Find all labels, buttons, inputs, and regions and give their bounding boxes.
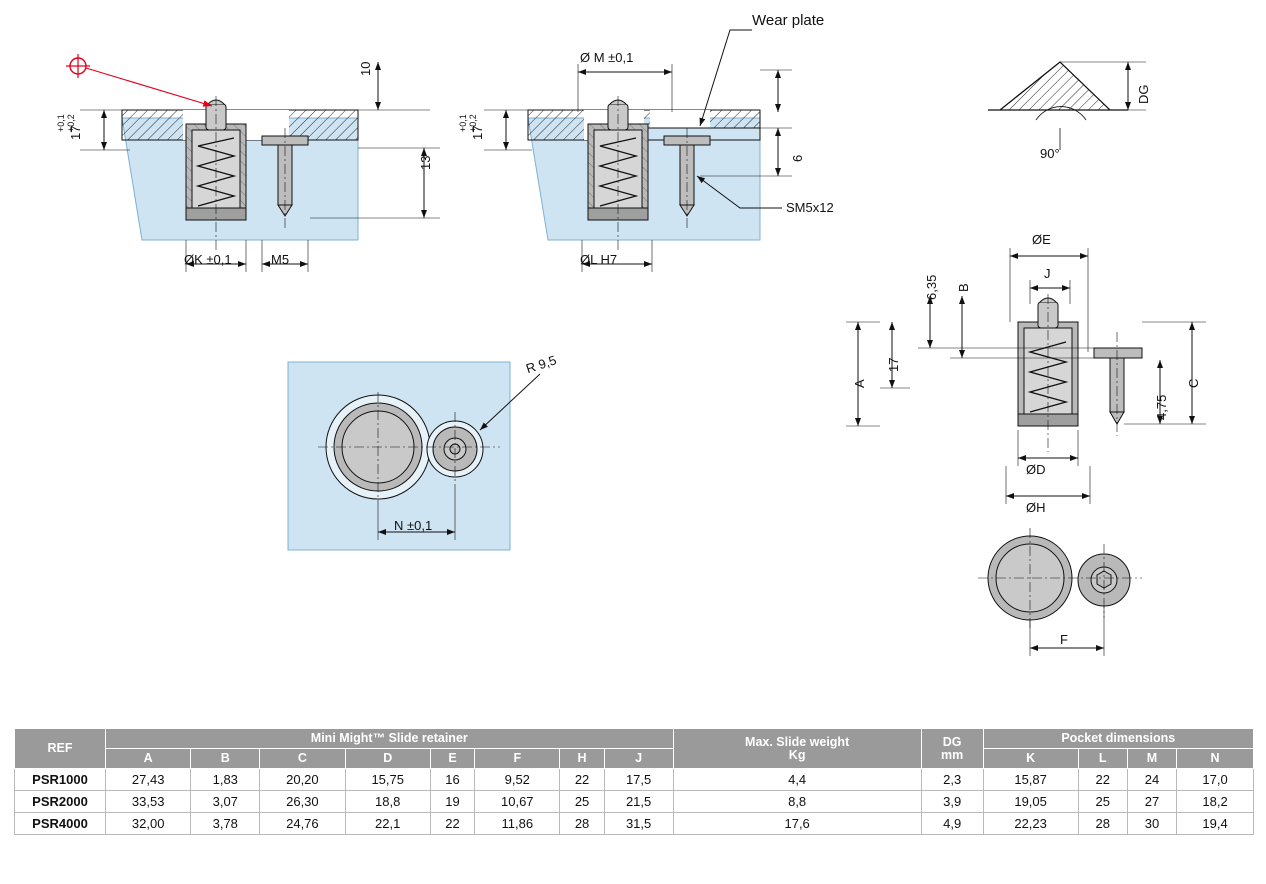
cell-n: 17,0 — [1177, 769, 1254, 791]
cell-weight: 17,6 — [673, 813, 921, 835]
view-vgroove — [988, 62, 1146, 150]
label-dim-17-left: 17 — [68, 125, 83, 140]
cell-c: 24,76 — [260, 813, 345, 835]
cell-h: 22 — [560, 769, 604, 791]
label-dim-B: B — [956, 283, 971, 292]
view-section-mid — [484, 30, 792, 272]
label-dim-C: C — [1186, 378, 1201, 388]
header-dg-line1: DG — [942, 734, 962, 749]
header-col-m: M — [1127, 749, 1176, 769]
table-header-sub-row — [15, 749, 1254, 769]
cell-b: 3,78 — [191, 813, 260, 835]
label-dim-OK: ØK ±0,1 — [184, 252, 232, 267]
label-dim-635: 6,35 — [924, 274, 939, 300]
cell-a: 32,00 — [106, 813, 191, 835]
cell-n: 19,4 — [1177, 813, 1254, 835]
label-dim-J: J — [1044, 266, 1051, 281]
cell-c: 20,20 — [260, 769, 345, 791]
cell-f: 10,67 — [475, 791, 560, 813]
cell-dg: 4,9 — [921, 813, 983, 835]
label-screw-sm5x12: SM5x12 — [786, 200, 834, 215]
header-group-weight — [673, 729, 921, 769]
cell-e: 19 — [430, 791, 474, 813]
cell-weight: 8,8 — [673, 791, 921, 813]
spec-table-wrapper — [14, 728, 1254, 835]
header-col-f: F — [475, 749, 560, 769]
label-tol-plus01-mid: +0,1 — [458, 114, 468, 132]
cell-m: 24 — [1127, 769, 1176, 791]
label-dim-N: N ±0,1 — [394, 518, 433, 533]
cell-j: 31,5 — [604, 813, 673, 835]
label-angle-90: 90° — [1040, 146, 1060, 161]
spec-table — [14, 728, 1254, 835]
cell-k: 19,05 — [983, 791, 1078, 813]
table-row[interactable] — [15, 769, 1254, 791]
label-dim-M5: M5 — [271, 252, 290, 267]
header-group-pocket: Pocket dimensions — [983, 729, 1253, 749]
cell-l: 25 — [1078, 791, 1127, 813]
label-dim-OM: Ø M ±0,1 — [580, 50, 634, 65]
label-dim-475: 4,75 — [1154, 394, 1169, 420]
label-dim-DG: DG — [1136, 84, 1151, 104]
header-col-d: D — [345, 749, 430, 769]
label-dim-OE: ØE — [1032, 232, 1051, 247]
header-dg-line2: mm — [941, 747, 964, 762]
cell-a: 27,43 — [106, 769, 191, 791]
label-tol-plus02-left: +0,2 — [66, 114, 76, 132]
header-col-a: A — [106, 749, 191, 769]
cell-f: 9,52 — [475, 769, 560, 791]
label-wear-plate: Wear plate — [752, 12, 825, 29]
cell-h: 28 — [560, 813, 604, 835]
header-col-l: L — [1078, 749, 1127, 769]
cell-b: 1,83 — [191, 769, 260, 791]
cell-b: 3,07 — [191, 791, 260, 813]
label-dim-10: 10 — [358, 61, 373, 76]
cell-j: 17,5 — [604, 769, 673, 791]
header-col-h: H — [560, 749, 604, 769]
label-dim-17-right: 17 — [886, 357, 901, 372]
label-tol-plus01-left: +0,1 — [56, 114, 66, 132]
header-col-j: J — [604, 749, 673, 769]
cell-ref: PSR1000 — [15, 769, 106, 791]
cell-weight: 4,4 — [673, 769, 921, 791]
label-dim-F: F — [1060, 632, 1068, 647]
header-col-e: E — [430, 749, 474, 769]
label-dim-R95: R 9,5 — [524, 352, 559, 377]
label-dim-13: 13 — [418, 155, 433, 170]
cell-k: 15,87 — [983, 769, 1078, 791]
header-group-dg — [921, 729, 983, 769]
label-dim-OL: ØL H7 — [580, 252, 618, 267]
cell-dg: 3,9 — [921, 791, 983, 813]
cell-n: 18,2 — [1177, 791, 1254, 813]
cell-h: 25 — [560, 791, 604, 813]
label-dim-17-mid: 17 — [470, 125, 485, 140]
cell-l: 28 — [1078, 813, 1127, 835]
header-ref: REF — [15, 729, 106, 769]
cell-e: 22 — [430, 813, 474, 835]
cell-e: 16 — [430, 769, 474, 791]
cell-k: 22,23 — [983, 813, 1078, 835]
cell-d: 22,1 — [345, 813, 430, 835]
header-weight-line1: Max. Slide weight — [745, 734, 850, 749]
cell-l: 22 — [1078, 769, 1127, 791]
cell-d: 18,8 — [345, 791, 430, 813]
cell-d: 15,75 — [345, 769, 430, 791]
table-row[interactable] — [15, 813, 1254, 835]
header-col-k: K — [983, 749, 1078, 769]
header-col-n: N — [1177, 749, 1254, 769]
label-dim-A: A — [852, 379, 867, 388]
table-row[interactable] — [15, 791, 1254, 813]
header-col-c: C — [260, 749, 345, 769]
cell-a: 33,53 — [106, 791, 191, 813]
label-dim-OH: ØH — [1026, 500, 1046, 515]
label-tol-plus02-mid: +0,2 — [468, 114, 478, 132]
table-header-group-row — [15, 729, 1254, 749]
view-section-left — [66, 54, 440, 272]
cell-c: 26,30 — [260, 791, 345, 813]
cell-ref: PSR2000 — [15, 791, 106, 813]
cell-f: 11,86 — [475, 813, 560, 835]
cell-j: 21,5 — [604, 791, 673, 813]
cell-dg: 2,3 — [921, 769, 983, 791]
cell-m: 27 — [1127, 791, 1176, 813]
label-dim-6: 6 — [790, 154, 805, 162]
label-dim-OD: ØD — [1026, 462, 1046, 477]
header-col-b: B — [191, 749, 260, 769]
cell-m: 30 — [1127, 813, 1176, 835]
cell-ref: PSR4000 — [15, 813, 106, 835]
header-group-product: Mini Might™ Slide retainer — [106, 729, 674, 749]
header-weight-line2: Kg — [788, 747, 806, 762]
